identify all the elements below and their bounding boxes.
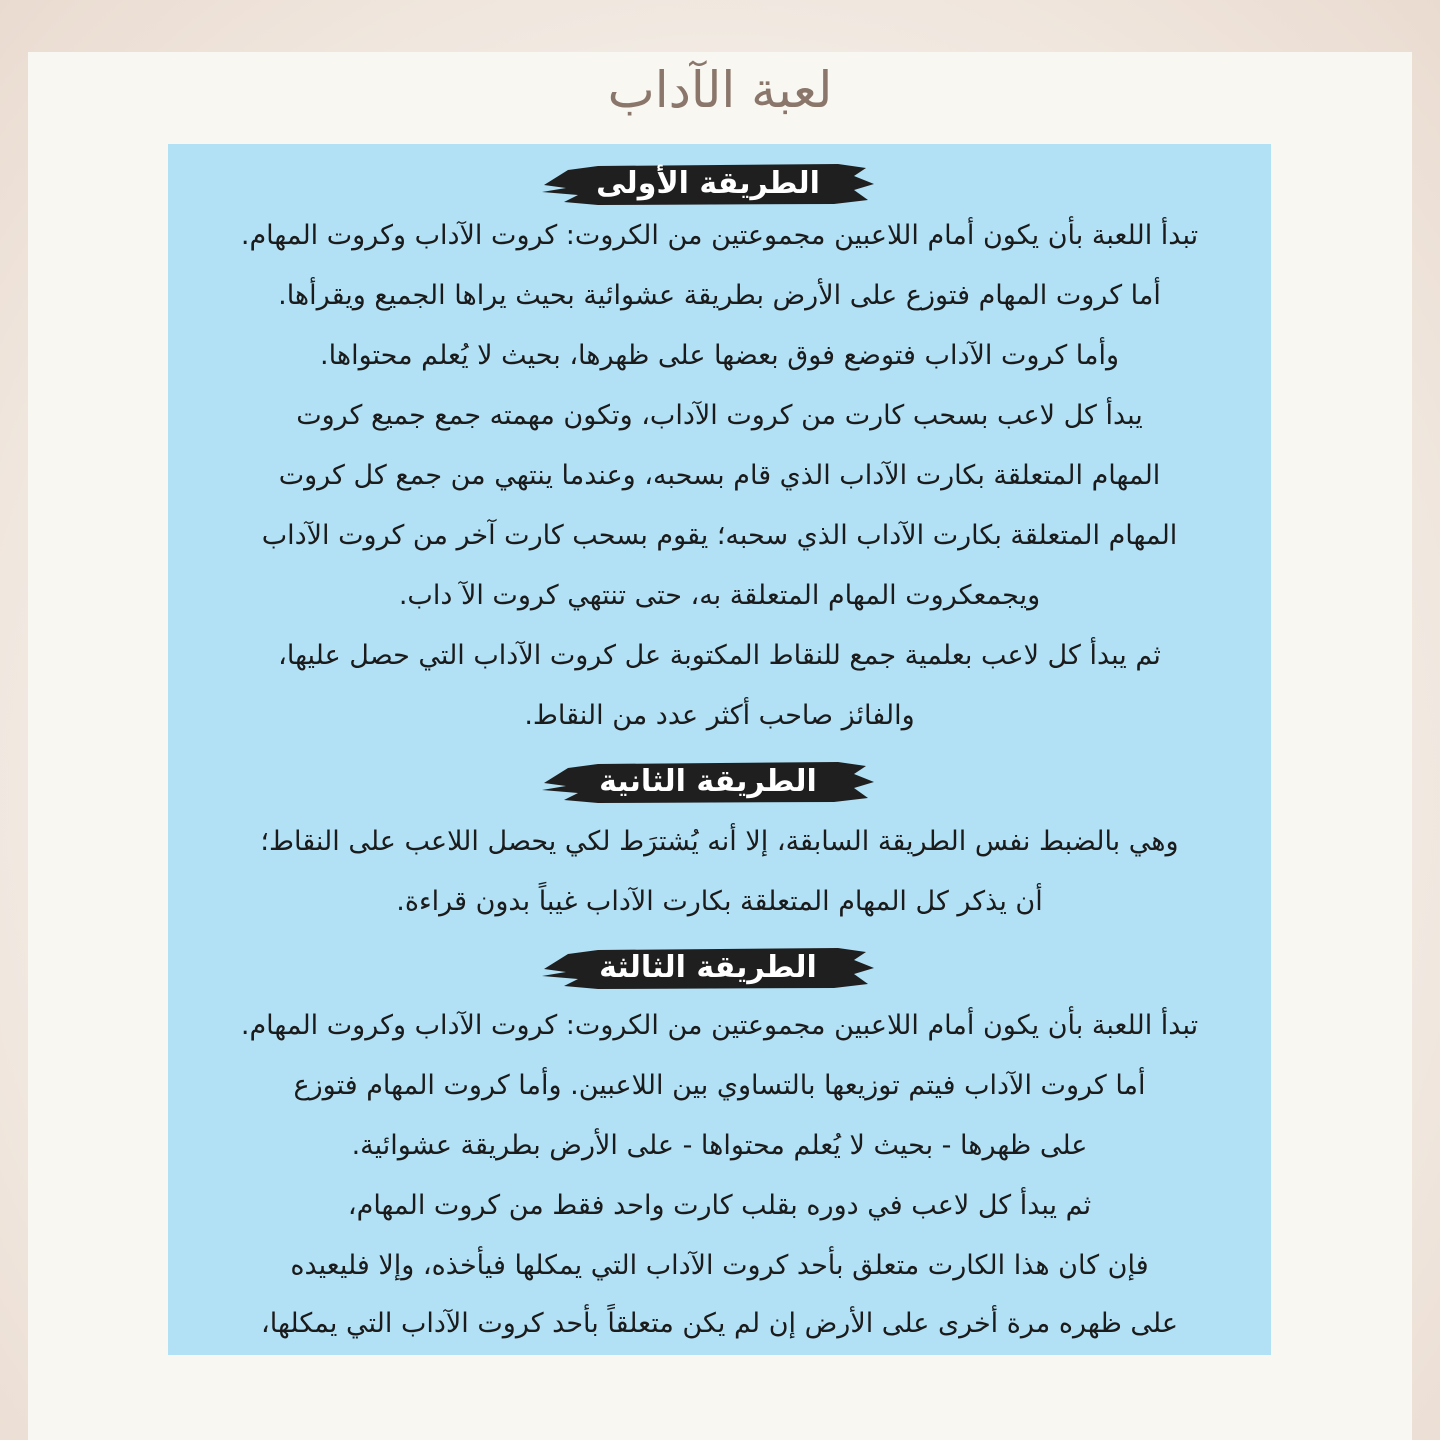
- section-1-line-4: يبدأ كل لاعب بسحب كارت من كروت الآداب، وتكون مهمته جمع جميع كروت: [296, 400, 1143, 431]
- section-2-line-2: أن يذكر كل المهام المتعلقة بكارت الآداب غيباً بدون قراءة.: [396, 886, 1043, 917]
- section-1-line-2: أما كروت المهام فتوزع على الأرض بطريقة عشوائية بحيث يراها الجميع ويقرأها.: [278, 280, 1161, 311]
- content-panel: [168, 144, 1271, 1355]
- section-1-banner: [168, 158, 1271, 210]
- section-1-line-7: ويجمعكروت المهام المتعلقة به، حتى تنتهي كروت الآ داب.: [398, 580, 1041, 611]
- section-2-heading: الطريقة الثانية: [599, 764, 817, 799]
- section-3-line-5: فإن كان هذا الكارت متعلق بأحد كروت الآداب التي يمكلها فيأخذه، وإلا فليعيده: [290, 1250, 1149, 1281]
- section-1-line-6: المهام المتعلقة بكارت الآداب الذي سحبه؛ يقوم بسحب كارت آخر من كروت الآداب: [261, 520, 1178, 551]
- section-3-line-2: أما كروت الآداب فيتم توزيعها بالتساوي بين اللاعبين. وأما كروت المهام فتوزع: [293, 1070, 1146, 1101]
- section-1-line-3: وأما كروت الآداب فتوضع فوق بعضها على ظهرها، بحيث لا يُعلم محتواها.: [320, 340, 1119, 371]
- section-3-line-6: على ظهره مرة أخرى على الأرض إن لم يكن متعلقاً بأحد كروت الآداب التي يمكلها،: [261, 1308, 1178, 1339]
- section-1-heading: الطريقة الأولى: [596, 166, 820, 201]
- section-1-line-9: والفائز صاحب أكثر عدد من النقاط.: [524, 700, 915, 731]
- page-title: لعبة الآداب: [607, 61, 833, 119]
- section-3-line-4: ثم يبدأ كل لاعب في دوره بقلب كارت واحد فقط من كروت المهام،: [347, 1190, 1092, 1221]
- section-3-line-3: على ظهرها - بحيث لا يُعلم محتواها - على الأرض بطريقة عشوائية.: [351, 1130, 1088, 1161]
- section-1-line-8: ثم يبدأ كل لاعب بعلمية جمع للنقاط المكتوبة عل كروت الآداب التي حصل عليها،: [278, 640, 1161, 671]
- section-2-banner: [168, 756, 1271, 808]
- section-3-heading: الطريقة الثالثة: [599, 950, 817, 985]
- section-3-line-1: تبدأ اللعبة بأن يكون أمام اللاعبين مجموعتين من الكروت: كروت الآداب وكروت المهام.: [240, 1010, 1199, 1041]
- section-2-line-1: وهي بالضبط نفس الطريقة السابقة، إلا أنه يُشترَط لكي يحصل اللاعب على النقاط؛: [260, 826, 1179, 857]
- section-3-banner: [168, 942, 1271, 994]
- section-1-line-1: تبدأ اللعبة بأن يكون أمام اللاعبين مجموعتين من الكروت: كروت الآداب وكروت المهام.: [240, 220, 1199, 251]
- section-1-line-5: المهام المتعلقة بكارت الآداب الذي قام بسحبه، وعندما ينتهي من جمع كل كروت: [278, 460, 1161, 491]
